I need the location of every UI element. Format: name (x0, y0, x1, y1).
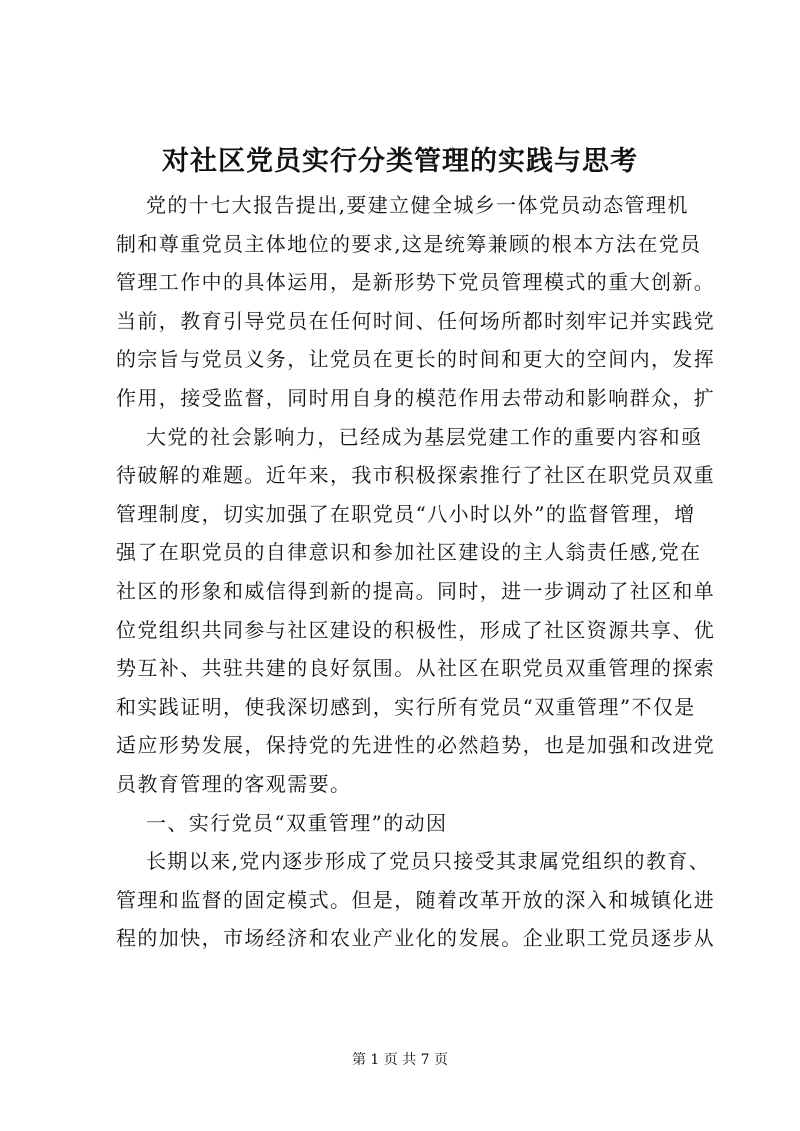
section-heading: 一、实行党员“双重管理”的动因 (146, 810, 448, 835)
text-line: 大党的社会影响力，已经成为基层党建工作的重要内容和亟 (146, 424, 703, 449)
text-line: 管理工作中的具体运用，是新形势下党员管理模式的重大创新。 (116, 270, 716, 295)
text-line: 程的加快，市场经济和农业产业化的发展。企业职工党员逐步从 (116, 926, 716, 951)
document-body (116, 186, 716, 958)
text-line: 待破解的难题。近年来，我市积极探索推行了社区在职党员双重 (116, 463, 716, 488)
text-line: 强了在职党员的自律意识和参加社区建设的主人翁责任感,党在 (116, 540, 702, 565)
text-line: 管理制度，切实加强了在职党员“八小时以外”的监督管理，增 (116, 501, 696, 526)
text-line: 党的十七大报告提出,要建立健全城乡一体党员动态管理机 (146, 193, 689, 217)
text-line: 位党组织共同参与社区建设的积极性，形成了社区资源共享、优 (116, 617, 716, 642)
text-line: 当前，教育引导党员在任何时间、任何场所都时刻牢记并实践党 (116, 308, 716, 333)
text-line: 势互补、共驻共建的良好氛围。从社区在职党员双重管理的探索 (116, 656, 716, 681)
text-line: 的宗旨与党员义务，让党员在更长的时间和更大的空间内，发挥 (116, 347, 716, 372)
document-title: 对社区党员实行分类管理的实践与思考 (162, 146, 638, 177)
page-footer: 第 1 页 共 7 页 (351, 1052, 449, 1068)
text-line: 和实践证明，使我深切感到，实行所有党员“双重管理”不仅是 (116, 694, 696, 719)
text-line: 制和尊重党员主体地位的要求,这是统筹兼顾的根本方法在党员 (116, 231, 702, 256)
text-line: 适应形势发展，保持党的先进性的必然趋势，也是加强和改进党 (116, 733, 716, 758)
text-line: 社区的形象和威信得到新的提高。同时，进一步调动了社区和单 (116, 578, 716, 603)
text-line: 长期以来,党内逐步形成了党员只接受其隶属党组织的教育、 (146, 849, 711, 874)
text-line: 作用，接受监督，同时用自身的模范作用去带动和影响群众，扩 (116, 385, 716, 410)
text-line: 管理和监督的固定模式。但是，随着改革开放的深入和城镇化进 (116, 887, 716, 912)
text-line: 员教育管理的客观需要。 (116, 771, 352, 796)
